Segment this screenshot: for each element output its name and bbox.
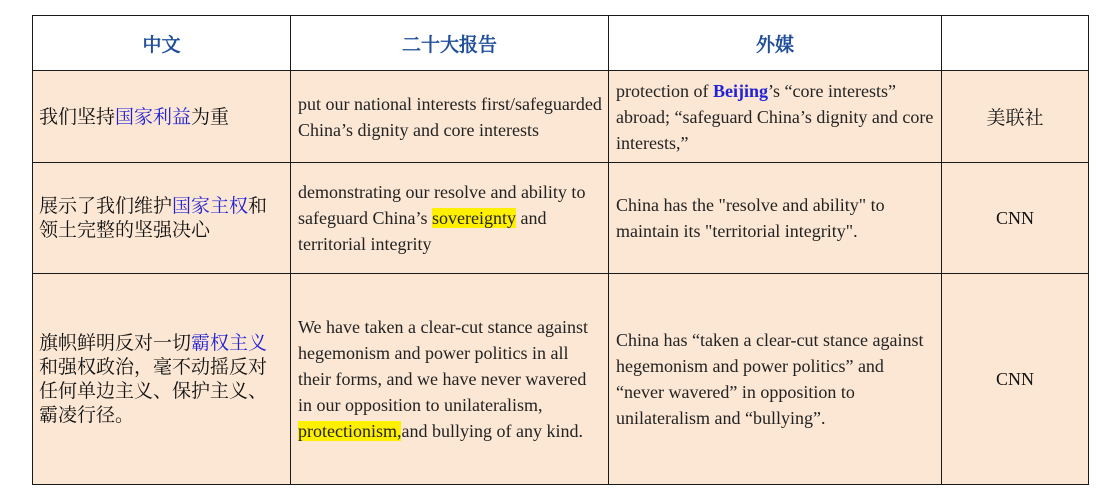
report-highlight: sovereignty — [431, 208, 516, 228]
report-text-pre: put our national interests first/safeguarded China’s dignity and core interests — [298, 93, 602, 140]
cell-report — [291, 274, 609, 485]
header-chinese: 中文 — [33, 16, 291, 71]
cell-chinese — [33, 274, 291, 485]
cell-source: CNN — [942, 274, 1089, 485]
media-text-pre: protection of — [616, 80, 713, 101]
cell-chinese — [33, 71, 291, 163]
table-row — [33, 274, 1089, 485]
chinese-keyword: 国家利益 — [115, 105, 192, 128]
cell-media — [609, 71, 942, 163]
table-row — [33, 71, 1089, 163]
media-keyword: Beijing — [712, 80, 768, 101]
header-foreign-media: 外媒 — [609, 16, 942, 71]
cell-source: CNN — [942, 163, 1089, 274]
chinese-text-post: 和领土完整的坚强决心 — [39, 195, 268, 241]
header-row — [33, 16, 1089, 71]
chinese-text-pre: 旗帜鲜明反对一切 — [39, 332, 192, 354]
cell-report — [291, 163, 609, 274]
chinese-keyword: 霸权主义 — [191, 332, 268, 354]
report-text-post: and territorial integrity — [298, 208, 547, 254]
chinese-text-pre: 我们坚持 — [39, 105, 116, 128]
cell-source: 美联社 — [942, 71, 1089, 163]
header-source — [942, 16, 1089, 71]
cell-report — [291, 71, 609, 163]
media-text-post: ’s “core interests” abroad; “safeguard China’s dignity and core interests,” — [616, 80, 934, 153]
report-highlight: protectionism, — [298, 421, 402, 441]
comparison-table-container — [32, 15, 1088, 484]
report-text-post: and bullying of any kind. — [401, 421, 583, 441]
media-text-pre: China has the "resolve and ability" to maintain its "territorial integrity". — [616, 195, 885, 241]
chinese-keyword: 国家主权 — [172, 195, 249, 217]
chinese-text-post: 为重 — [191, 105, 230, 128]
media-text-pre: China has “taken a clear-cut stance against hegemonism and power politics” and “never wavered” in opposition to unilateralism and “bullying”. — [616, 330, 924, 428]
cell-media — [609, 163, 942, 274]
comparison-table — [32, 15, 1089, 485]
report-text-pre: We have taken a clear-cut stance against hegemonism and power politics in all their forms, and we have never wavered in our opposition to unilateralism, — [298, 317, 589, 415]
chinese-text-post: 和强权政治，毫不动摇反对任何单边主义、保护主义、霸凌行径。 — [39, 356, 268, 426]
cell-chinese — [33, 163, 291, 274]
header-report: 二十大报告 — [291, 16, 609, 71]
chinese-text-pre: 展示了我们维护 — [39, 195, 173, 217]
table-row — [33, 163, 1089, 274]
report-text-pre: demonstrating our resolve and ability to safeguard China’s — [298, 182, 586, 228]
cell-media — [609, 274, 942, 485]
